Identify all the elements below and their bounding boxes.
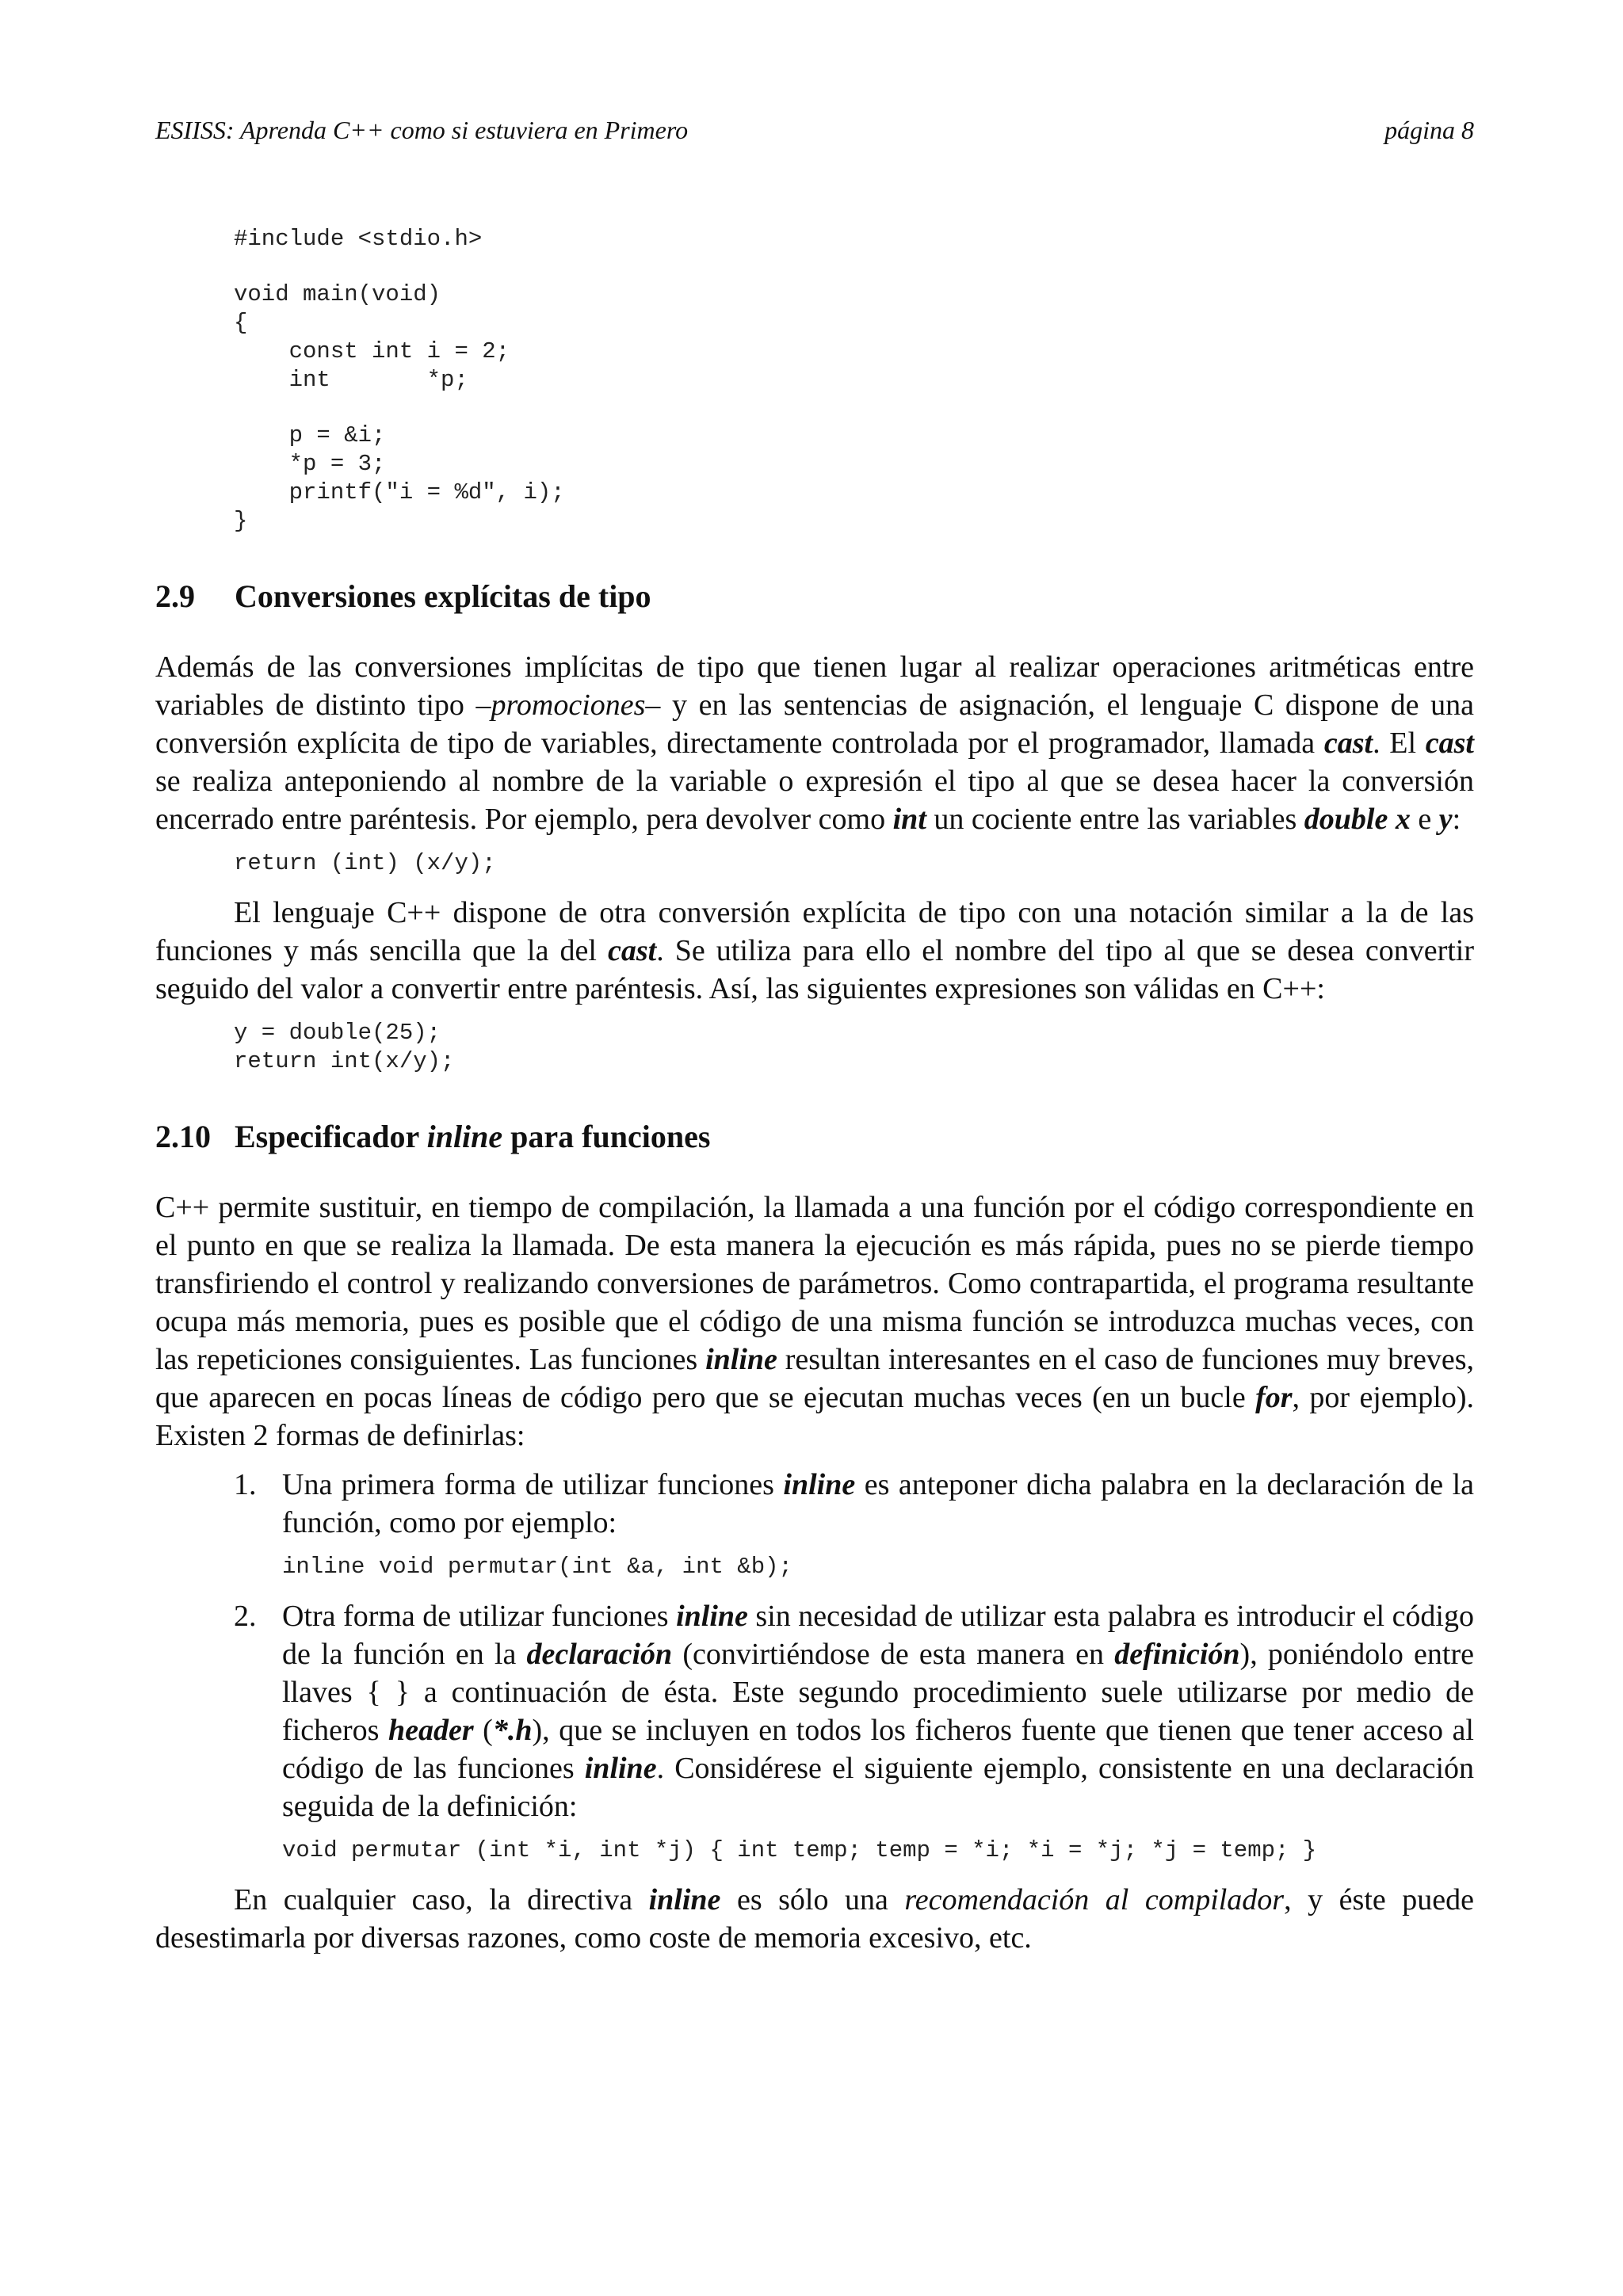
text-run: . El xyxy=(1373,727,1426,760)
text-run-italic: recomendación al compilador xyxy=(904,1883,1285,1917)
code-line: return (int) (x/y); xyxy=(234,850,496,876)
code-line: *p = 3; xyxy=(234,451,386,477)
section-title: para funciones xyxy=(502,1119,711,1154)
paragraph-inline-recommendation xyxy=(155,1881,1474,1957)
text-run: , y éste puede desestimarla por diversas razones, como coste de memoria excesivo, etc. xyxy=(155,1883,1475,1955)
paragraph-conversiones xyxy=(155,648,1474,838)
text-run: . Se utiliza para ello el nombre del tipo al que se desea convertir seguido del valor a convertir entre paréntesis. Así, las siguientes expresiones son válidas en C++: xyxy=(155,934,1475,1005)
code-line: } xyxy=(234,508,248,534)
list-item-text xyxy=(282,1466,1474,1542)
code-line: inline void permutar(int &a, int &b); xyxy=(282,1554,792,1580)
section-heading-2-10 xyxy=(155,1117,1474,1157)
page-body xyxy=(155,225,1474,1957)
code-line: #include <stdio.h> xyxy=(234,226,483,252)
text-run-bold-italic: cast xyxy=(1323,727,1373,760)
page-number: página 8 xyxy=(1384,116,1474,144)
text-run: ( xyxy=(473,1714,493,1747)
text-run-bold-italic: definición xyxy=(1114,1638,1240,1671)
section-title-italic: inline xyxy=(426,1119,503,1154)
text-run: y en las sentencias de asignación, el lenguaje C dispone de una conversión explícita de tipo de variables, directamente controlada por el programador, llamada xyxy=(155,688,1475,760)
text-run: ), que se incluyen en todos los ficheros fuente que tienen que tener acceso al código de las funciones xyxy=(282,1714,1474,1785)
text-run-italic: –promociones– xyxy=(475,688,661,722)
text-run-bold-italic: int xyxy=(892,803,926,836)
list-marker: 1. xyxy=(234,1468,257,1501)
text-run: Una primera forma de utilizar funciones xyxy=(282,1468,784,1501)
text-run: e xyxy=(1410,803,1439,836)
code-line: const int i = 2; xyxy=(234,338,510,364)
code-line: p = &i; xyxy=(234,422,386,448)
text-run: resultan interesantes en el caso de funciones muy breves, que aparecen en pocas líneas de código pero que se ejecutan muchas veces (en un bucle xyxy=(155,1343,1474,1414)
text-run-bold-italic: for xyxy=(1255,1381,1293,1414)
text-run: un cociente entre las variables xyxy=(926,803,1304,836)
text-run-bold-italic: inline xyxy=(584,1752,657,1785)
text-run-bold-italic: *.h xyxy=(492,1714,533,1747)
code-blank-line xyxy=(234,395,1474,421)
text-run: C++ permite sustituir, en tiempo de compilación, la llamada a una función por el código correspondiente en el punto en que se realiza la llamada. De esta manera la ejecución es más rápida, pues no se pierde tiempo transfiriendo el control y realizando conversiones de parámetros. Como contrapartida, el programa resultante ocupa más memoria, pues es posible que el código de una misma función se introduzca muchas veces, con las repeticiones consiguientes. Las funciones xyxy=(155,1191,1474,1376)
numbered-list xyxy=(155,1466,1474,1865)
section-title: Especificador xyxy=(235,1119,427,1154)
text-run: es anteponer dicha palabra en la declaración de la función, como por ejemplo: xyxy=(282,1468,1474,1539)
text-run-bold-italic: cast xyxy=(1425,727,1474,760)
running-header xyxy=(155,111,1474,149)
text-run: ), poniéndolo entre llaves { } a continuación de ésta. Este segundo procedimiento suele utilizarse por medio de ficheros xyxy=(282,1638,1474,1747)
code-line: printf("i = %d", i); xyxy=(234,479,565,505)
list-item xyxy=(155,1597,1474,1865)
text-run: Además de las conversiones implícitas de tipo que tienen lugar al realizar operaciones aritméticas entre variables de distinto tipo xyxy=(155,650,1474,722)
text-run: (convirtiéndose de esta manera en xyxy=(672,1638,1115,1671)
code-line: void main(void) xyxy=(234,281,441,307)
section-heading-2-9 xyxy=(155,577,1474,616)
section-number: 2.10 xyxy=(155,1119,211,1154)
text-run: es sólo una xyxy=(720,1883,905,1917)
text-run: El lenguaje C++ dispone de otra conversión explícita de tipo con una notación similar a la de las funciones y más sencilla que la del xyxy=(155,896,1474,967)
code-snippet-inline-def xyxy=(282,1836,1474,1865)
text-run-bold-italic: inline xyxy=(676,1600,748,1633)
text-run-bold-italic: declaración xyxy=(526,1638,673,1671)
code-line: { xyxy=(234,310,248,336)
text-run: . Considérese el siguiente ejemplo, consistente en una declaración seguida de la definición: xyxy=(282,1752,1475,1823)
text-run-bold-italic: double x xyxy=(1304,803,1411,836)
section-title: Conversiones explícitas de tipo xyxy=(235,578,651,614)
text-run-bold-italic: header xyxy=(388,1714,474,1747)
paragraph-inline-intro xyxy=(155,1188,1474,1455)
list-marker: 2. xyxy=(234,1600,257,1633)
code-line: return int(x/y); xyxy=(234,1048,455,1074)
text-run-bold-italic: inline xyxy=(648,1883,721,1917)
text-run-bold-italic: inline xyxy=(705,1343,777,1376)
text-run: : xyxy=(1452,803,1461,836)
text-run-bold-italic: inline xyxy=(783,1468,856,1501)
code-line: y = double(25); xyxy=(234,1020,441,1046)
paragraph-cpp-conversion xyxy=(155,894,1474,1008)
text-run: , por ejemplo). Existen 2 formas de definirlas: xyxy=(155,1381,1474,1452)
code-line: int *p; xyxy=(234,367,468,393)
code-block-main xyxy=(234,225,1474,536)
text-run-bold-italic: y xyxy=(1438,803,1453,836)
code-snippet-cast xyxy=(234,849,1474,878)
code-blank-line xyxy=(234,254,1474,280)
code-snippet-functional-cast xyxy=(234,1019,1474,1076)
text-run: se realiza anteponiendo al nombre de la variable o expresión el tipo al que se desea hacer la conversión encerrado entre paréntesis. Por ejemplo, pera devolver como xyxy=(155,765,1474,836)
list-item-text xyxy=(282,1597,1474,1825)
text-run: sin necesidad de utilizar esta palabra es introducir el código de la función en la xyxy=(282,1600,1474,1671)
text-run: Otra forma de utilizar funciones xyxy=(282,1600,677,1633)
section-number: 2.9 xyxy=(155,578,195,614)
text-run: En cualquier caso, la directiva xyxy=(234,1883,649,1917)
code-snippet-inline-decl xyxy=(282,1553,1474,1581)
header-title: ESIISS: Aprenda C++ como si estuviera en Primero xyxy=(155,116,689,144)
list-item xyxy=(155,1466,1474,1581)
text-run-bold-italic: cast xyxy=(607,934,657,967)
code-line: void permutar (int *i, int *j) { int temp; temp = *i; *i = *j; *j = temp; } xyxy=(282,1837,1317,1863)
